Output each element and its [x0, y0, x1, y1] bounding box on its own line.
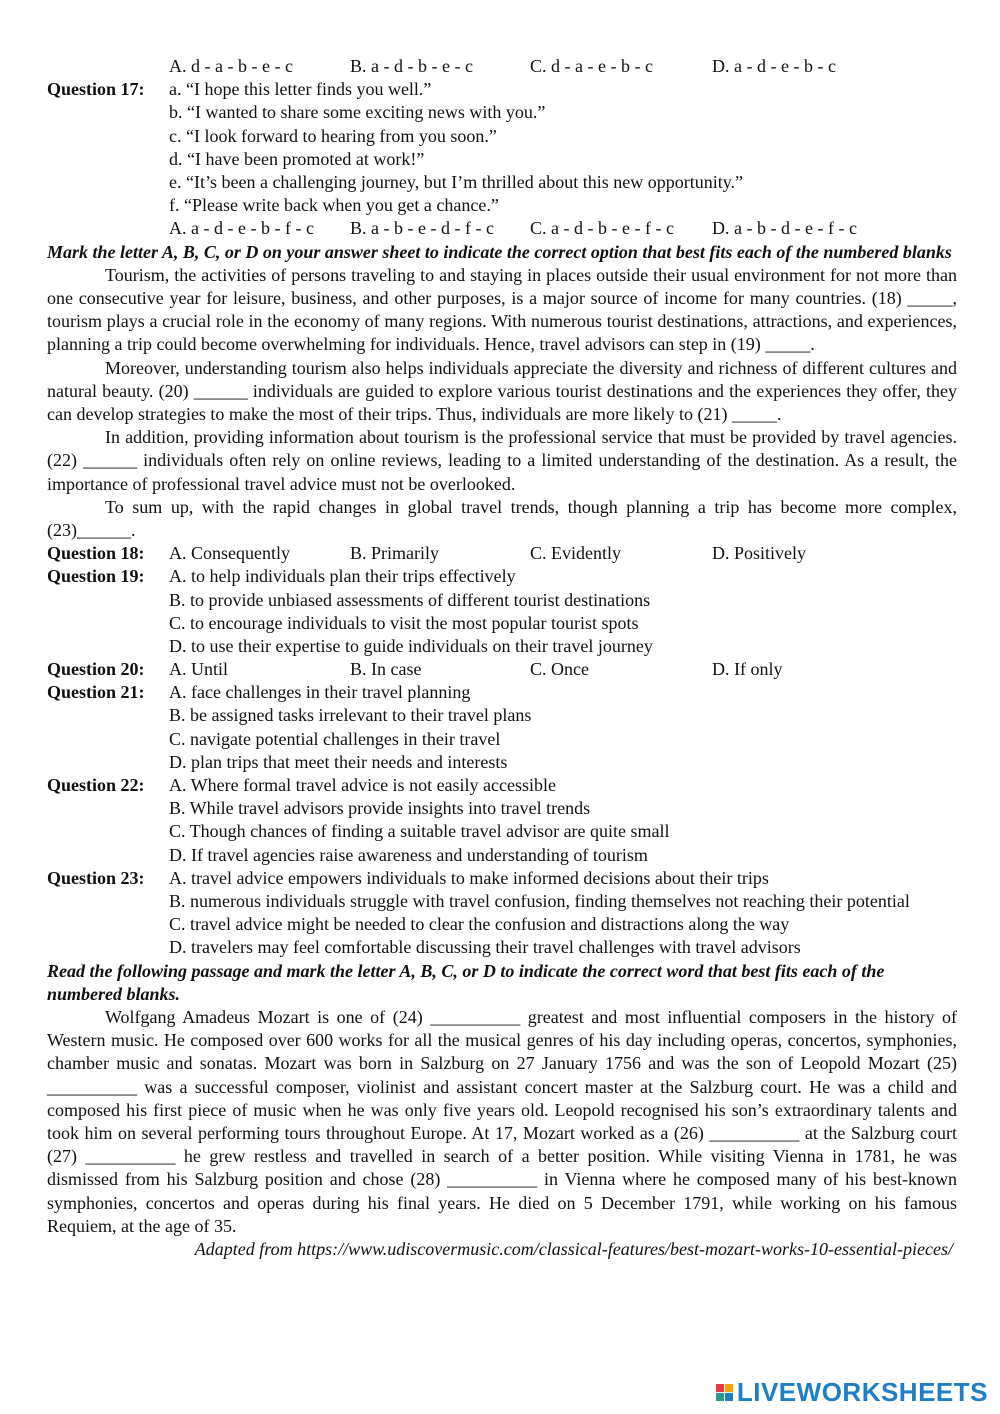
q20-option-a[interactable]: A. Until: [169, 659, 229, 680]
q18-label: Question 18:: [47, 543, 145, 564]
q22-option-b[interactable]: B. While travel advisors provide insights into travel trends: [169, 798, 591, 819]
q17-item: c. “I look forward to hearing from you soon.”: [169, 125, 497, 146]
q19-row-d: [47, 635, 957, 658]
q21-row-d: [47, 751, 957, 774]
logo-square: [725, 1384, 733, 1392]
liveworksheets-logo-text: LIVEWORKSHEETS: [736, 1377, 988, 1407]
q21-option-a[interactable]: A. face challenges in their travel planning: [169, 682, 471, 703]
q20-option-d[interactable]: D. If only: [712, 659, 783, 680]
q19-row-c: [47, 612, 957, 635]
q19-row-b: [47, 589, 957, 612]
worksheet-page: [47, 55, 957, 1261]
tourism-paragraph: Moreover, understanding tourism also helps individuals appreciate the diversity and richness of different cultures and natural beauty. (20) ______ individuals are guided to explore various tourist destinations and the experiences they offer, they can develop strategies to make the most of their trips. Thus, individuals are more likely to (21) _____.: [47, 357, 957, 424]
q21-row-a: [47, 681, 957, 704]
q18-row: [47, 542, 957, 565]
q17-item-c-row: [47, 125, 957, 148]
liveworksheets-mark-icon: [716, 1384, 733, 1401]
tourism-paragraph: Tourism, the activities of persons traveling to and staying in places outside their usual environment for not more than one consecutive year for leisure, business, and other purposes, is a major source of income for many countries. (18) _____, tourism plays a crucial role in the economy of many regions. With numerous tourist destinations, attractions, and experiences, planning a trip could become overwhelming for individuals. Hence, travel advisors can step in (19) _____.: [47, 264, 957, 355]
q17-item: e. “It’s been a challenging journey, but I’m thrilled about this new opportunity.”: [169, 171, 744, 192]
q16-option-b[interactable]: B. a - d - b - e - c: [350, 56, 473, 76]
q23-row-d: [47, 936, 957, 959]
q18-option-d[interactable]: D. Positively: [712, 543, 807, 564]
liveworksheets-logo[interactable]: [716, 1377, 988, 1408]
q16-option-d[interactable]: D. a - d - e - b - c: [712, 56, 836, 76]
q17-item-d-row: [47, 148, 957, 171]
q19-option-c[interactable]: C. to encourage individuals to visit the most popular tourist spots: [169, 612, 639, 633]
q17-item: f. “Please write back when you get a chance.”: [169, 195, 499, 216]
q20-option-b[interactable]: B. In case: [350, 659, 422, 680]
q22-row-b: [47, 797, 957, 820]
q17-label: Question 17:: [47, 79, 145, 100]
q19-label: Question 19:: [47, 566, 145, 587]
logo-square: [716, 1384, 724, 1392]
tourism-passage: [47, 264, 957, 542]
q19-option-b[interactable]: B. to provide unbiased assessments of different tourist destinations: [169, 589, 651, 610]
q21-row-c: [47, 728, 957, 751]
q23-option-b[interactable]: B. numerous individuals struggle with travel confusion, finding themselves not reaching their potential: [169, 890, 910, 911]
instruction-cloze-1: Mark the letter A, B, C, or D on your answer sheet to indicate the correct option that best fits each of the numbered blanks: [47, 241, 952, 262]
q17-item-a-row: [47, 78, 957, 101]
q21-option-d[interactable]: D. plan trips that meet their needs and interests: [169, 751, 508, 772]
mozart-paragraph: Wolfgang Amadeus Mozart is one of (24) __________ greatest and most influential composers in the history of Western music. He composed over 600 works for all the musical genres of his day including operas, concertos, symphonies, chamber music and sonatas. Mozart was born in Salzburg on 27 January 1756 and was the son of Leopold Mozart (25) __________ was a successful composer, violinist and assistant concert master at the Salzburg court. He was a child and composed his first piece of music when he was only five years old. Leopold recognised his son’s extraordinary talents and took him on several performing tours throughout Europe. At 17, Mozart worked as a (26) __________ at the Salzburg court (27) __________ he grew restless and travelled in search of a better position. While visiting Vienna in 1781, he was dismissed from his Salzburg position and chose (28) __________ in Vienna where he composed many of his best-known symphonies, concertos and operas during his final years. He died on 5 December 1791, while working on his famous Requiem, at the age of 35.: [47, 1006, 957, 1236]
q18-option-c[interactable]: C. Evidently: [530, 543, 621, 564]
q18-option-b[interactable]: B. Primarily: [350, 543, 439, 564]
q19-row-a: [47, 565, 957, 588]
q23-option-d[interactable]: D. travelers may feel comfortable discussing their travel challenges with travel advisors: [169, 937, 801, 958]
source-citation: Adapted from https://www.udiscovermusic.com/classical-features/best-mozart-works-10-essential-pieces/: [194, 1238, 953, 1259]
q17-item: d. “I have been promoted at work!”: [169, 148, 425, 169]
q16-option-a[interactable]: A. d - a - b - e - c: [169, 56, 293, 76]
q20-row: [47, 658, 957, 681]
tourism-paragraph: In addition, providing information about tourism is the professional service that must be provided by travel agencies. (22) ______ individuals often rely on online reviews, leading to a limited understanding of the destination. As a result, the importance of professional travel advice must not be overlooked.: [47, 427, 957, 494]
q17-item-b-row: [47, 101, 957, 124]
q22-label: Question 22:: [47, 775, 145, 796]
q17-item: b. “I wanted to share some exciting news with you.”: [169, 102, 546, 123]
q19-option-a[interactable]: A. to help individuals plan their trips effectively: [169, 566, 516, 587]
q22-option-d[interactable]: D. If travel agencies raise awareness and understanding of tourism: [169, 844, 648, 865]
q19-option-d[interactable]: D. to use their expertise to guide individuals on their travel journey: [169, 635, 653, 656]
instruction-cloze-2: Read the following passage and mark the letter A, B, C, or D to indicate the correct word that best fits each of the numbered blanks.: [47, 960, 885, 1004]
q17-item-f-row: [47, 194, 957, 217]
q22-option-c[interactable]: C. Though chances of finding a suitable travel advisor are quite small: [169, 821, 670, 842]
q22-option-a[interactable]: A. Where formal travel advice is not easily accessible: [169, 775, 557, 796]
q23-option-c[interactable]: C. travel advice might be needed to clear the confusion and distractions along the way: [169, 914, 790, 935]
q16-options: [47, 55, 957, 78]
q23-option-a[interactable]: A. travel advice empowers individuals to make informed decisions about their trips: [169, 867, 769, 888]
q21-option-c[interactable]: C. navigate potential challenges in their travel: [169, 728, 501, 749]
q17-option-b[interactable]: B. a - b - e - d - f - c: [350, 218, 494, 239]
q18-option-a[interactable]: A. Consequently: [169, 543, 290, 564]
q21-option-b[interactable]: B. be assigned tasks irrelevant to their travel plans: [169, 705, 532, 726]
q17-option-d[interactable]: D. a - b - d - e - f - c: [712, 218, 857, 239]
q17-option-c[interactable]: C. a - d - b - e - f - c: [530, 218, 674, 239]
q17-options: [47, 217, 957, 240]
logo-square: [725, 1393, 733, 1401]
q21-label: Question 21:: [47, 682, 145, 703]
q17-option-a[interactable]: A. a - d - e - b - f - c: [169, 218, 314, 239]
q16-option-c[interactable]: C. d - a - e - b - c: [530, 56, 653, 76]
q23-row-a: [47, 867, 957, 890]
q20-label: Question 20:: [47, 659, 145, 680]
q17-item-e-row: [47, 171, 957, 194]
q22-row-d: [47, 844, 957, 867]
q21-row-b: [47, 704, 957, 727]
q23-label: Question 23:: [47, 867, 145, 888]
q23-row-c: [47, 913, 957, 936]
q22-row-a: [47, 774, 957, 797]
mozart-passage: [47, 1006, 957, 1238]
q20-option-c[interactable]: C. Once: [530, 659, 589, 680]
q22-row-c: [47, 820, 957, 843]
tourism-paragraph: To sum up, with the rapid changes in global travel trends, though planning a trip has become more complex, (23)______.: [47, 496, 957, 540]
q17-item: a. “I hope this letter finds you well.”: [169, 79, 432, 100]
logo-square: [716, 1393, 724, 1401]
